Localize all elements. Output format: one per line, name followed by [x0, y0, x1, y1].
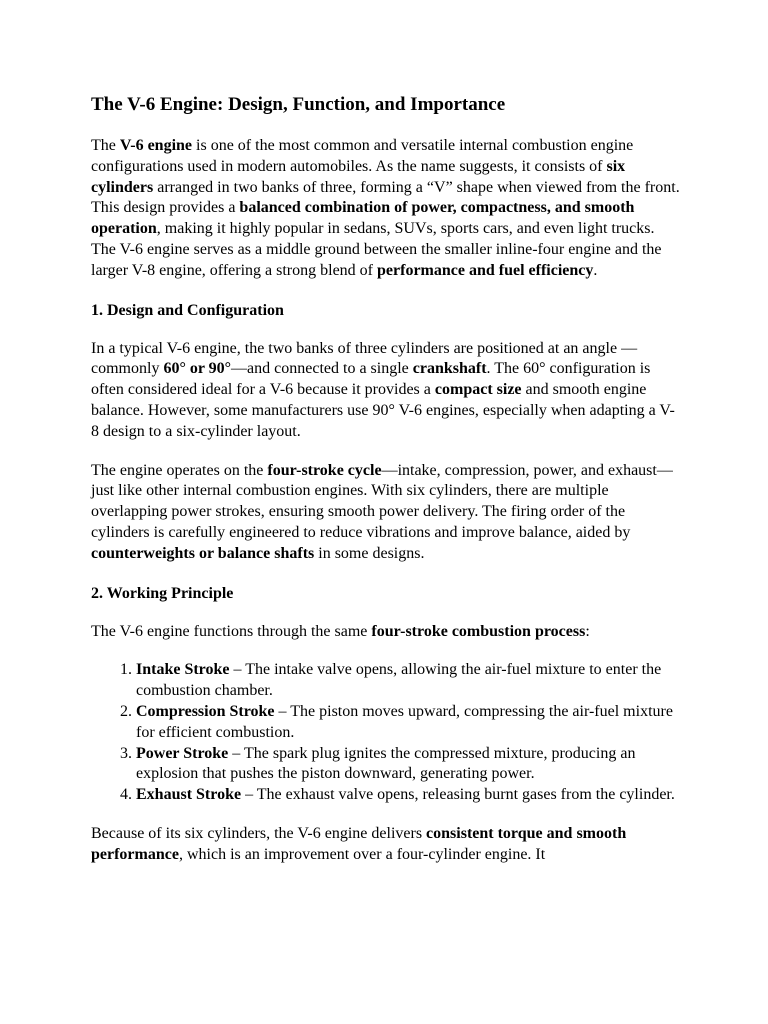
bold-text: 60° or 90° — [163, 360, 232, 378]
bold-text: V-6 engine — [119, 137, 193, 154]
list-item — [136, 702, 681, 744]
section-2-intro: The V-6 engine functions through the same four-stroke combustion process: — [91, 622, 590, 640]
bold-text: four-stroke combustion process — [371, 622, 586, 640]
step-text: – The spark plug ignites the compressed mixture, producing an explosion that pushes the piston downward, generating power. — [136, 744, 636, 783]
list-item — [136, 785, 681, 806]
step-text: – The intake valve opens, allowing the air-fuel mixture to enter the combustion chamber. — [136, 661, 662, 700]
step-term: Power Stroke — [136, 744, 229, 762]
section-2-closing: Because of its six cylinders, the V-6 engine delivers consistent torque and smooth performance, which is an improvement over a four-cylinder engine. It — [91, 824, 627, 863]
section-2-heading: 2. Working Principle — [91, 584, 234, 602]
bold-text: consistent torque and smooth performance — [91, 824, 627, 863]
bold-text: crankshaft — [412, 360, 487, 378]
bold-text: compact size — [434, 381, 522, 399]
bold-text: four-stroke cycle — [267, 461, 382, 479]
step-text: – The piston moves upward, compressing the air-fuel mixture for efficient combustion. — [136, 702, 673, 741]
bold-text: counterweights or balance shafts — [91, 544, 315, 562]
section-1-paragraph-1: In a typical V-6 engine, the two banks of three cylinders are positioned at an angle —commonly 60° or 90°—and connected to a single crankshaft. The 60° configuration is often considered ideal for a V-6 because it provides a compact size and smooth engine balance. However, some manufacturers use 90° V-6 engines, especially when adapting a V-8 design to a six-cylinder layout. — [91, 339, 675, 440]
stroke-list — [91, 660, 681, 806]
bold-text: performance and fuel efficiency — [377, 261, 594, 279]
list-item — [136, 660, 681, 702]
step-term: Exhaust Stroke — [136, 786, 242, 804]
section-1-heading: 1. Design and Configuration — [91, 301, 284, 319]
document-title: The V-6 Engine: Design, Function, and Importance — [91, 94, 506, 115]
step-term: Intake Stroke — [136, 661, 230, 679]
list-item — [136, 744, 681, 786]
bold-text: six cylinders — [91, 157, 626, 196]
section-1-paragraph-2: The engine operates on the four-stroke cycle—intake, compression, power, and exhaust—just like other internal combustion engines. With six cylinders, there are multiple overlapping power strokes, ensuring smooth power delivery. The firing order of the cylinders is carefully engineered to reduce vibrations and improve balance, aided by counterweights or balance shafts in some designs. — [91, 461, 673, 562]
step-term: Compression Stroke — [136, 702, 275, 720]
document-body — [91, 93, 681, 884]
intro-paragraph: The V-6 engine is one of the most common and versatile internal combustion engine configurations used in modern automobiles. As the name suggests, it consists of six cylinders arranged in two banks of three, forming a “V” shape when viewed from the front. This design provides a balanced combination of power, compactness, and smooth operation, making it highly popular in sedans, SUVs, sports cars, and even light trucks. The V-6 engine serves as a middle ground between the smaller inline-four engine and the larger V-8 engine, offering a strong blend of performance and fuel efficiency. — [91, 137, 680, 279]
step-text: – The exhaust valve opens, releasing burnt gases from the cylinder. — [241, 786, 675, 804]
bold-text: balanced combination of power, compactness, and smooth operation — [91, 199, 635, 238]
